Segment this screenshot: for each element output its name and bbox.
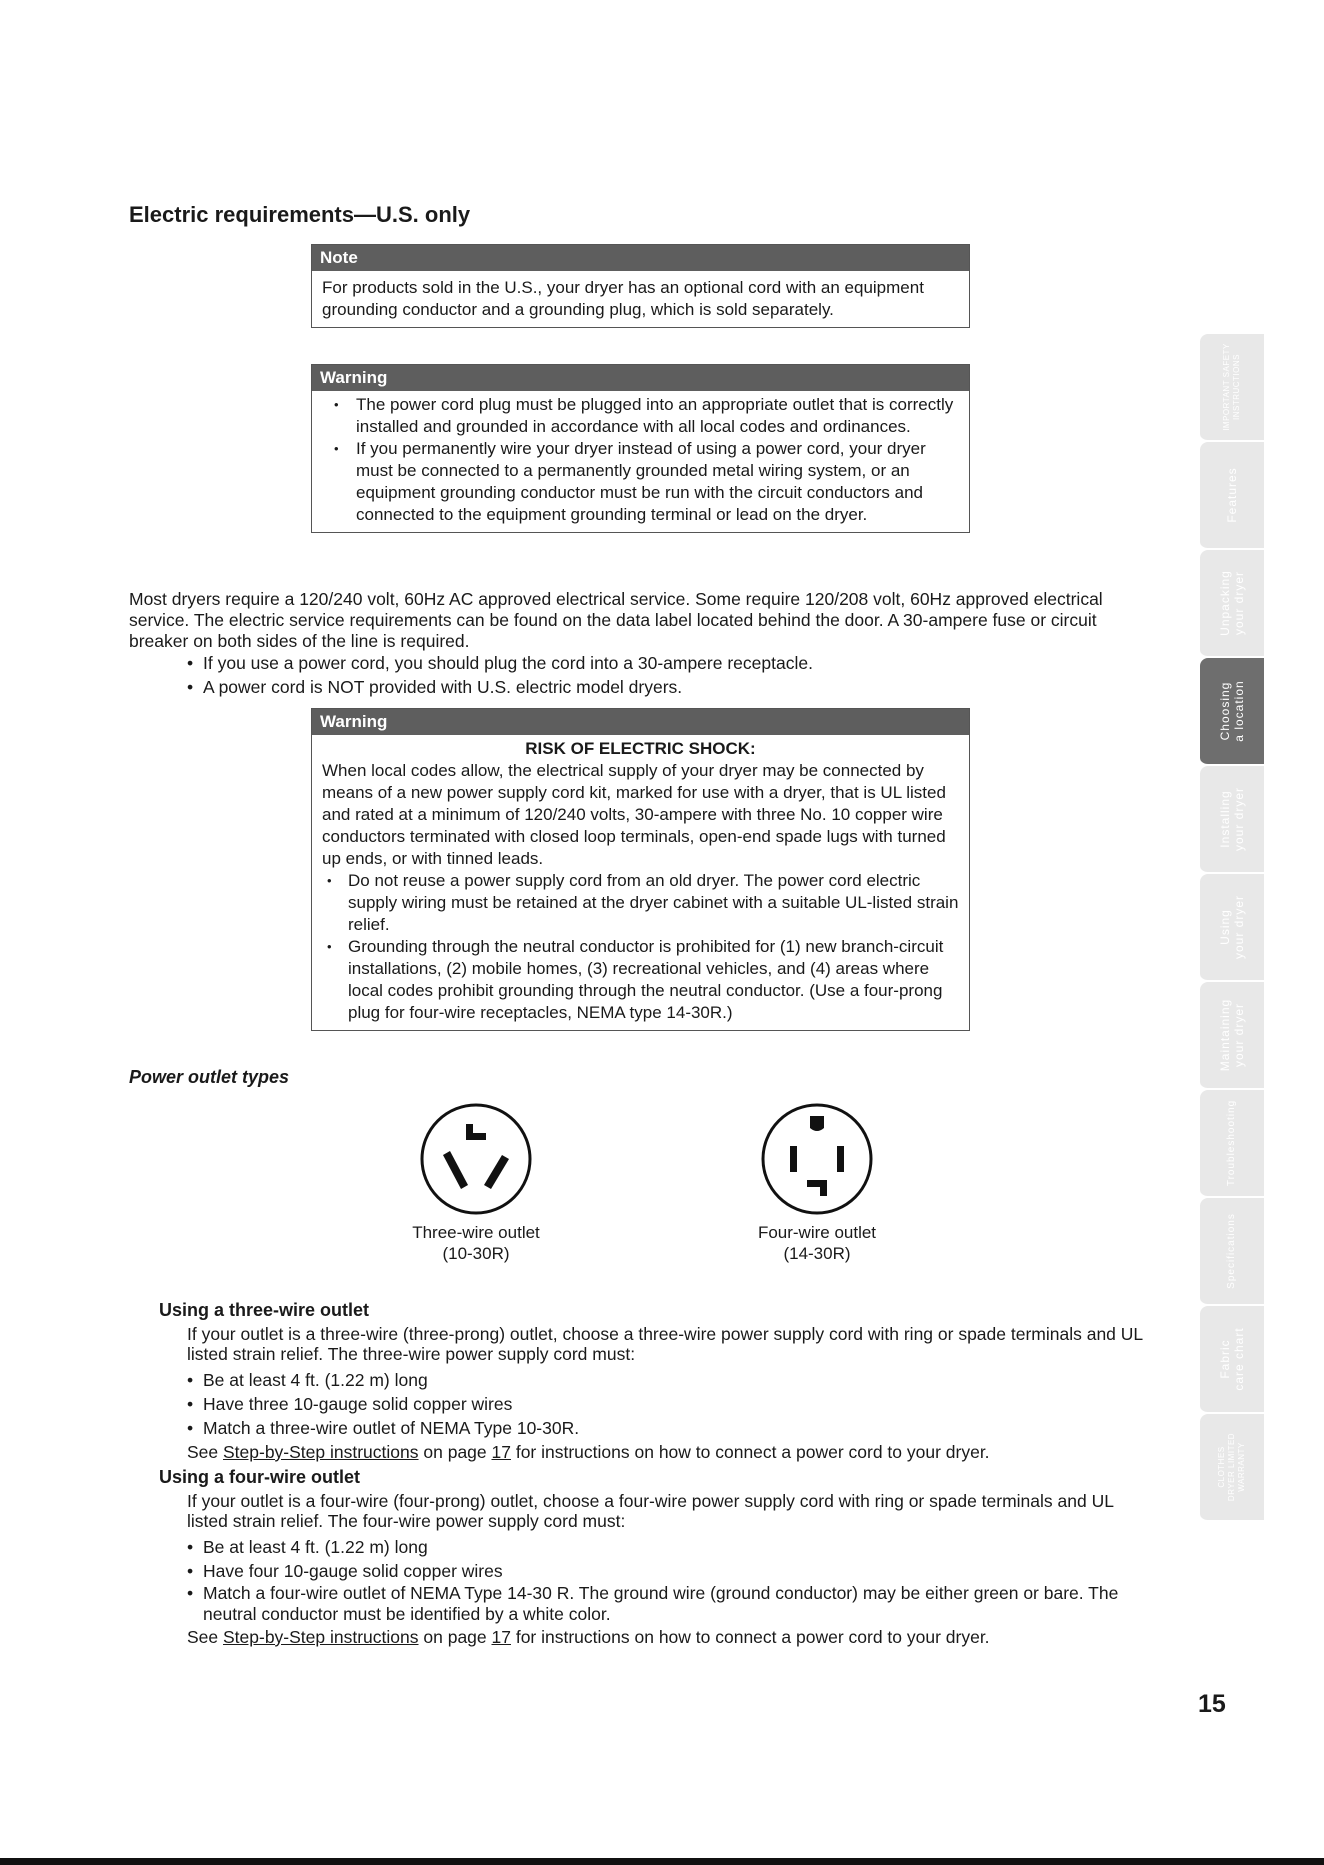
warning-item: • If you permanently wire your dryer instead of using a power cord, your dryer must be connected to a permanently grounded metal wiring system, or an equipment grounding conductor must be run with the circuit conductors and connected to the equipment grounding terminal or lead on the dryer.	[322, 438, 959, 526]
list-item: • Match a three-wire outlet of NEMA Type 10-30R.	[187, 1416, 1157, 1440]
list-item: • If you use a power cord, you should plug the cord into a 30-ampere receptacle.	[185, 651, 813, 675]
warning-item: • Do not reuse a power supply cord from an old dryer. The power cord electric supply wiring must be retained at the dryer cabinet with a suitable UL-listed strain relief.	[322, 870, 959, 936]
four-wire-heading: Using a four-wire outlet	[159, 1467, 361, 1487]
four-wire-see-line: See Step-by-Step instructions on page 17 for instructions on how to connect a power cord to your dryer.	[187, 1627, 990, 1647]
list-item: • Be at least 4 ft. (1.22 m) long	[187, 1535, 1157, 1559]
three-wire-body	[187, 1324, 1157, 1464]
page-title: Electric requirements—U.S. only	[129, 202, 471, 227]
four-wire-label: Four-wire outlet	[757, 1223, 877, 1242]
note-box	[311, 244, 970, 328]
note-box-text: For products sold in the U.S., your dryer has an optional cord with an equipment grounding conductor and a grounding plug, which is sold separately.	[322, 278, 924, 319]
tab-fabric-care[interactable]: Fabric care chart	[1200, 1306, 1264, 1414]
tab-unpacking[interactable]: Unpacking your dryer	[1200, 550, 1264, 658]
outlet-types-heading: Power outlet types	[129, 1067, 290, 1087]
warning-box-header: Warning	[312, 709, 969, 735]
page-17-link[interactable]: 17	[491, 1442, 511, 1462]
warning-box-shock	[311, 708, 970, 1031]
warning-text: When local codes allow, the electrical supply of your dryer may be connected by means of a new power supply cord kit, marked for use with a dryer, that is UL listed and rated at a minimum of 120/240 volts, 30-ampere with three No. 10 copper wire conductors terminated with closed loop terminals, open-end spade lugs with turned up ends, or with tinned leads.	[322, 761, 946, 868]
three-wire-intro: If your outlet is a three-wire (three-prong) outlet, choose a three-wire power supply cord with ring or spade terminals and UL listed strain relief. The three-wire power supply cord must:	[187, 1324, 1143, 1364]
tab-important-safety[interactable]: IMPORTANT SAFETY INSTRUCTIONS	[1200, 334, 1264, 442]
tab-features[interactable]: Features	[1200, 442, 1264, 550]
page-17-link[interactable]: 17	[491, 1627, 511, 1647]
four-wire-outlet-icon	[760, 1102, 874, 1216]
tab-using[interactable]: Using your dryer	[1200, 874, 1264, 982]
four-wire-code: (14-30R)	[783, 1244, 851, 1263]
three-wire-heading: Using a three-wire outlet	[159, 1300, 370, 1320]
three-wire-code: (10-30R)	[442, 1244, 510, 1263]
three-wire-outlet-icon	[419, 1102, 533, 1216]
four-wire-body	[187, 1491, 1157, 1649]
list-item: • A power cord is NOT provided with U.S. electric model dryers.	[185, 675, 813, 699]
tab-maintaining[interactable]: Maintaining your dryer	[1200, 982, 1264, 1090]
intro-bullets	[185, 651, 813, 699]
warning-box-header: Warning	[312, 365, 969, 391]
three-wire-label: Three-wire outlet	[412, 1223, 540, 1242]
intro-paragraph: Most dryers require a 120/240 volt, 60Hz AC approved electrical service. Some require 120/208 volt, 60Hz approved electrical service. The electric service requirements can be found on the data label located behind the door. A 30-ampere fuse or circuit breaker on both sides of the line is required.	[129, 589, 1103, 651]
list-item: • Have three 10-gauge solid copper wires	[187, 1392, 1157, 1416]
side-tabs	[1200, 334, 1264, 1522]
warning-item: • The power cord plug must be plugged into an appropriate outlet that is correctly installed and grounded in accordance with all local codes and ordinances.	[322, 394, 959, 438]
list-item: • Be at least 4 ft. (1.22 m) long	[187, 1368, 1157, 1392]
page-number: 15	[1198, 1690, 1226, 1718]
three-wire-outlet	[376, 1102, 576, 1264]
warning-box-cord	[311, 364, 970, 533]
four-wire-outlet	[717, 1102, 917, 1264]
risk-title: RISK OF ELECTRIC SHOCK:	[525, 739, 756, 758]
four-wire-intro: If your outlet is a four-wire (four-prong) outlet, choose a four-wire power supply cord with ring or spade terminals and UL listed strain relief. The four-wire power supply cord must:	[187, 1491, 1114, 1531]
tab-troubleshooting[interactable]: Troubleshooting	[1200, 1090, 1264, 1198]
tab-warranty[interactable]: CLOTHES DRYER LIMITED WARRANTY	[1200, 1414, 1264, 1522]
note-box-header: Note	[312, 245, 969, 271]
tab-choosing-location[interactable]: Choosing a location	[1200, 658, 1264, 766]
list-item: • Have four 10-gauge solid copper wires	[187, 1559, 1157, 1583]
tab-specifications[interactable]: Specifications	[1200, 1198, 1264, 1306]
bottom-rule	[0, 1858, 1324, 1865]
list-item: • Match a four-wire outlet of NEMA Type 14-30 R. The ground wire (ground conductor) may be either green or bare. The neutral conductor must be identified by a white color.	[187, 1583, 1157, 1625]
warning-item: • Grounding through the neutral conductor is prohibited for (1) new branch-circuit installations, (2) mobile homes, (3) recreational vehicles, and (4) areas where local codes prohibit grounding through the neutral conductor. (Use a four-prong plug for four-wire receptacles, NEMA type 14-30R.)	[322, 936, 959, 1024]
three-wire-see-line: See Step-by-Step instructions on page 17 for instructions on how to connect a power cord to your dryer.	[187, 1442, 990, 1462]
step-by-step-link[interactable]: Step-by-Step instructions	[223, 1442, 419, 1462]
step-by-step-link[interactable]: Step-by-Step instructions	[223, 1627, 419, 1647]
tab-installing[interactable]: Installing your dryer	[1200, 766, 1264, 874]
